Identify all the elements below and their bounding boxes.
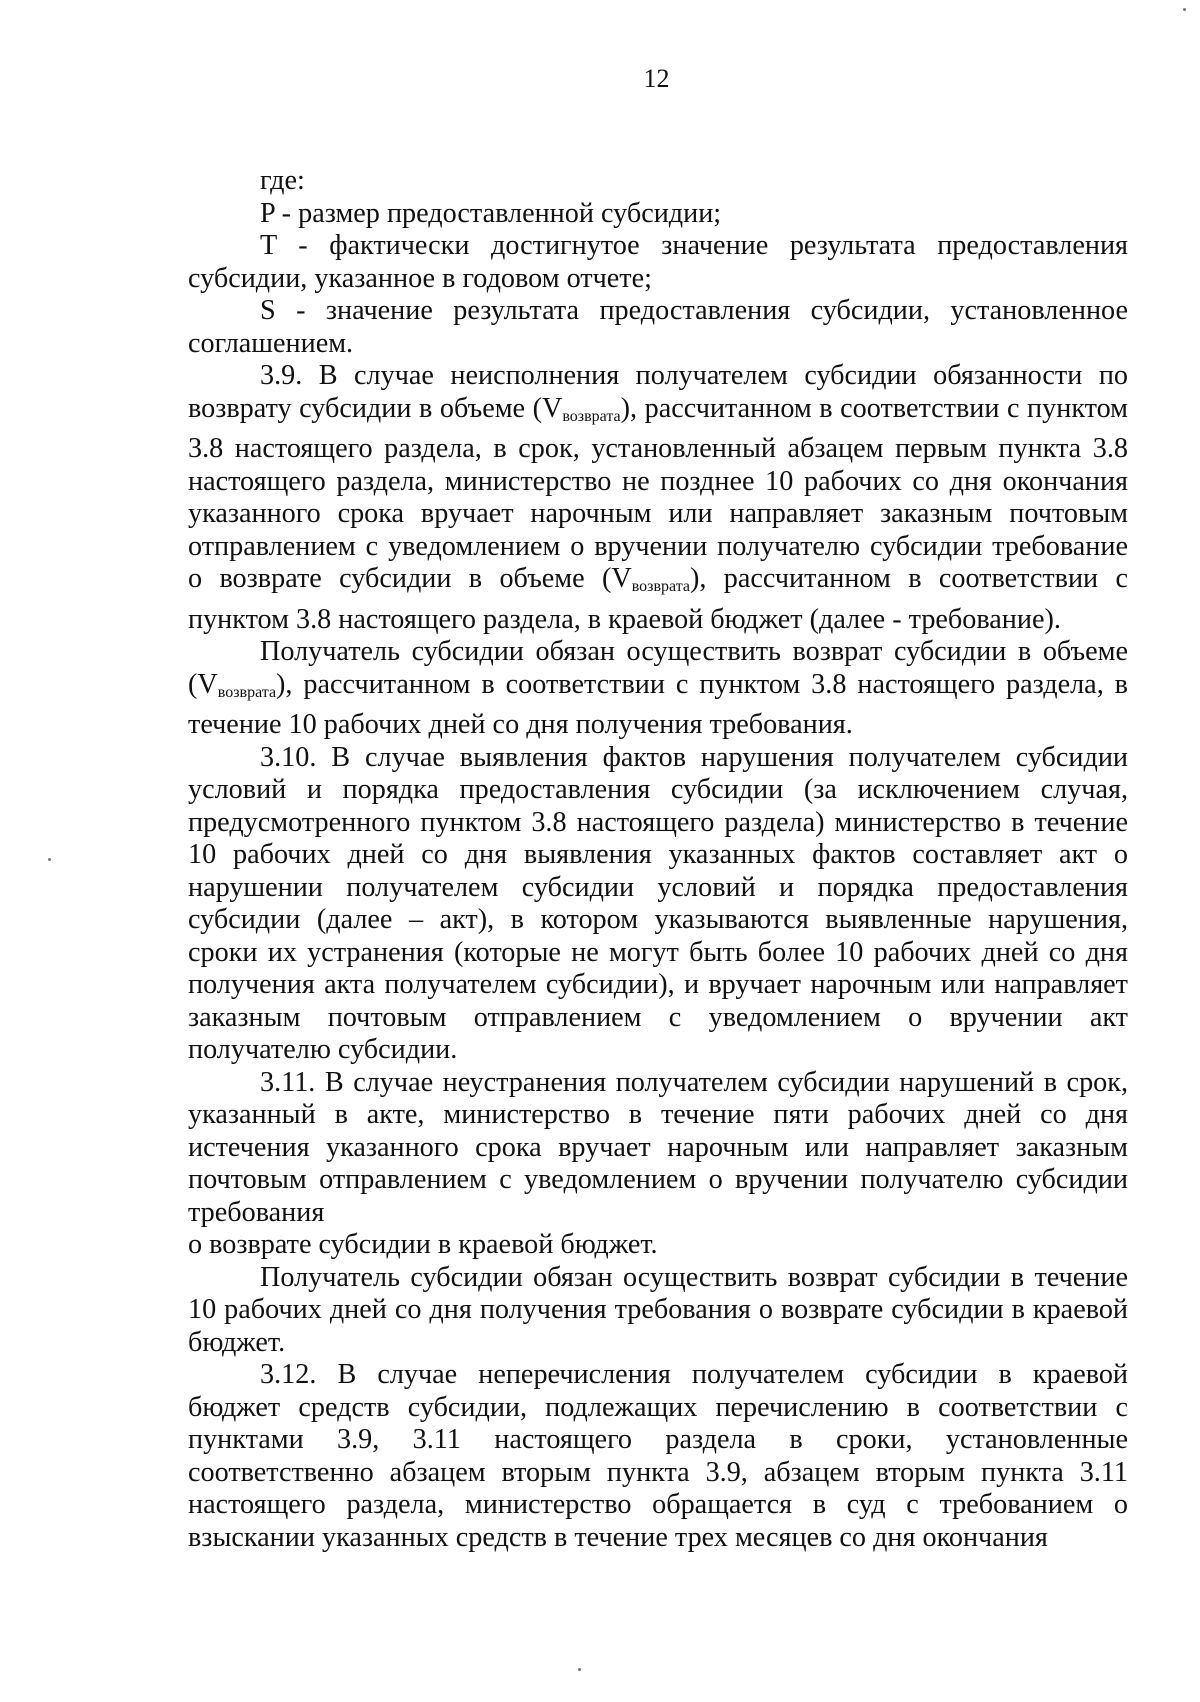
- page-number: 12: [643, 64, 670, 93]
- paragraph-3-12: 3.12. В случае неперечисления получателем субсидии в краевой бюджет средств субсидии, подлежащих перечислению в соответствии с пунктами 3.9, 3.11 настоящего раздела в сроки, установленные соответственно абзацем вторым пункта 3.9, абзацем вторым пункта 3.11 настоящего раздела, министерство обращается в суд с требованием о взыскании указанных средств в течение трех месяцев со дня окончания: [188, 1359, 1128, 1553]
- subscript-vozvrata: возврата: [562, 407, 621, 425]
- paragraph-3-9: [188, 360, 1128, 636]
- paragraph-3-9-part-c: ), рассчитанном в соответствии с пунктом 3.8 настоящего раздела, в краевой бюджет (далее - требование).: [188, 563, 1128, 635]
- paragraph-p-definition: P - размер предоставленной субсидии;: [260, 197, 722, 229]
- paragraph-3-9-part-b: ), рассчитанном в соответствии с пунктом 3.8 настоящего раздела, в срок, установленный абзацем первым пункта 3.8 настоящего раздела, министерство не позднее 10 рабочих со дня окончания указанного срока вручает нарочным или направляет заказным почтовым отправлением с уведомлением о вручении получателю субсидии требование о возврате субсидии в объеме (V: [188, 392, 1128, 594]
- scan-speck: [48, 858, 51, 861]
- scan-speck: [578, 1668, 581, 1671]
- paragraph-3-9-second-part-b: ), рассчитанном в соответствии с пунктом 3.8 настоящего раздела, в течение 10 рабочих дней со дня получения требования.: [188, 668, 1128, 740]
- paragraph-3-11: 3.11. В случае неустранения получателем субсидии нарушений в срок, указанный в акте, министерство в течение пяти рабочих дней со дня истечения указанного срока вручает нарочным или направляет заказным почтовым отправлением с уведомлением о вручении получателю субсидии требования: [188, 1066, 1128, 1228]
- paragraph-3-9-second: [188, 636, 1128, 742]
- scan-speck: [1183, 8, 1186, 11]
- paragraph-3-11-continuation: о возврате субсидии в краевой бюджет.: [188, 1229, 658, 1260]
- paragraph-3-10: 3.10. В случае выявления фактов нарушения получателем субсидии условий и порядка предоставления субсидии (за исключением случая, предусмотренного пунктом 3.8 настоящего раздела) министерство в течение 10 рабочих дней со дня выявления указанных фактов составляет акт о нарушении получателем субсидии условий и порядка предоставления субсидии (далее – акт), в котором указываются выявленные нарушения, сроки их устранения (которые не могут быть более 10 рабочих дней со дня получения акта получателем субсидии), и вручает нарочным или направляет заказным почтовым отправлением с уведомлением о вручении акт получателю субсидии.: [188, 741, 1128, 1065]
- paragraph-3-11-second: Получатель субсидии обязан осуществить возврат субсидии в течение 10 рабочих дней со дня получения требования о возврате субсидии в краевой бюджет.: [188, 1261, 1128, 1358]
- subscript-vozvrata: возврата: [631, 578, 691, 595]
- paragraph-gde: где:: [260, 165, 305, 196]
- paragraph-3-9-second-part-a: Получатель субсидии обязан осуществить возврат субсидии в объеме (V: [188, 636, 1128, 700]
- paragraph-s-definition: S - значение результата предоставления субсидии, установленное соглашением.: [188, 295, 1128, 359]
- document-body: [188, 165, 1128, 1554]
- paragraph-3-9-part-a: 3.9. В случае неисполнения получателем субсидии обязанности по возврату субсидии в объеме (V: [188, 360, 1128, 424]
- paragraph-t-definition: T - фактически достигнутое значение результата предоставления субсидии, указанное в годовом отчете;: [188, 230, 1128, 294]
- subscript-vozvrata: возврата: [217, 683, 277, 701]
